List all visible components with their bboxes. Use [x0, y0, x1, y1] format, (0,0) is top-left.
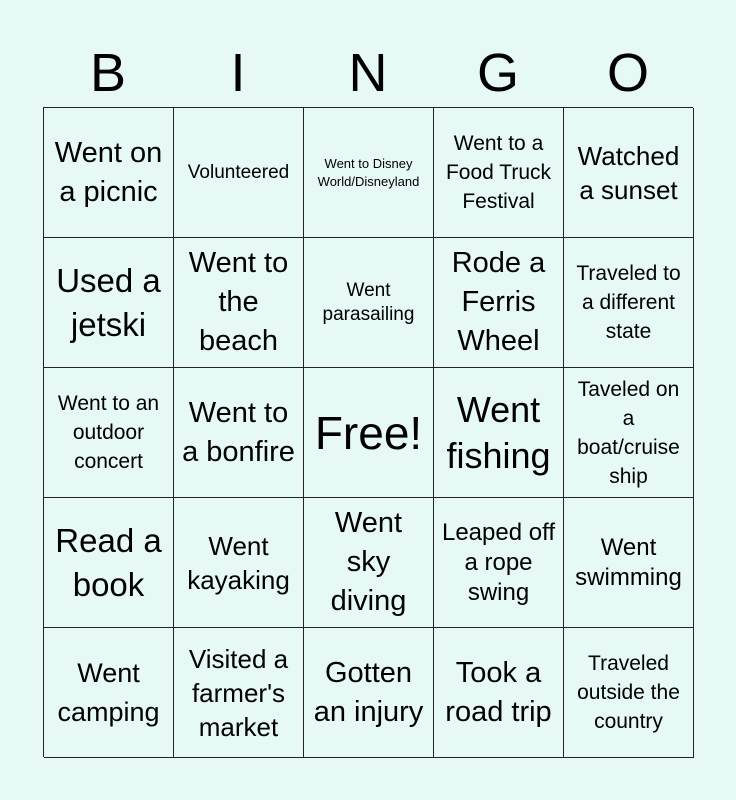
bingo-cell[interactable]	[564, 628, 694, 758]
cell-text: Free!	[314, 406, 423, 459]
bingo-cell[interactable]	[434, 108, 564, 238]
bingo-cell[interactable]	[304, 108, 434, 238]
cell-text: Went parasailing	[322, 279, 415, 325]
bingo-cell[interactable]	[44, 238, 174, 368]
bingo-cell[interactable]	[174, 368, 304, 498]
cell-text: Went on a picnic	[54, 136, 163, 208]
header-letter-n: N	[348, 43, 388, 103]
cell-text: Traveled outside the country	[577, 652, 680, 733]
cell-text: Read a book	[55, 521, 162, 603]
bingo-cell[interactable]	[434, 628, 564, 758]
cell-text: Went sky diving	[330, 507, 407, 617]
bingo-cell[interactable]	[434, 368, 564, 498]
cell-text: Taveled on a boat/cruise ship	[577, 377, 680, 488]
bingo-header	[43, 40, 693, 106]
cell-text: Went swimming	[575, 533, 682, 591]
cell-text: Watched a sunset	[577, 140, 680, 205]
cell-text: Used a jetski	[56, 261, 161, 343]
cell-text: Went fishing	[446, 388, 551, 476]
header-letter-g: G	[476, 43, 519, 103]
cell-text: Went kayaking	[187, 530, 290, 595]
bingo-cell[interactable]	[564, 238, 694, 368]
bingo-cell[interactable]	[174, 498, 304, 628]
cell-text: Gotten an injury	[313, 656, 424, 728]
bingo-cell[interactable]	[44, 368, 174, 498]
bingo-cell[interactable]	[564, 108, 694, 238]
header-letter-b: B	[89, 43, 127, 103]
cell-text: Went to a Food Truck Festival	[445, 132, 552, 213]
bingo-cell[interactable]	[434, 498, 564, 628]
bingo-cell[interactable]	[44, 628, 174, 758]
bingo-cell[interactable]	[44, 498, 174, 628]
cell-text: Went to a bonfire	[182, 396, 295, 468]
bingo-cell[interactable]	[174, 628, 304, 758]
cell-text: Went to an outdoor concert	[57, 392, 160, 473]
cell-text: Took a road trip	[445, 656, 552, 728]
cell-text: Went to Disney World/Disneyland	[317, 155, 420, 189]
bingo-cell[interactable]	[44, 108, 174, 238]
bingo-cell[interactable]	[174, 108, 304, 238]
cell-text: Went to the beach	[188, 247, 289, 357]
cell-text: Volunteered	[187, 161, 290, 183]
bingo-cell[interactable]	[304, 628, 434, 758]
cell-text: Visited a farmer's market	[188, 643, 289, 742]
bingo-cell[interactable]	[564, 368, 694, 498]
bingo-cell[interactable]	[564, 498, 694, 628]
bingo-cell[interactable]	[304, 238, 434, 368]
bingo-cell[interactable]	[174, 238, 304, 368]
bingo-cell[interactable]	[304, 498, 434, 628]
cell-text: Traveled to a different state	[576, 262, 681, 343]
free-space[interactable]	[304, 368, 434, 498]
bingo-cell[interactable]	[434, 238, 564, 368]
cell-text: Went camping	[57, 657, 160, 727]
header-letter-o: O	[606, 43, 649, 103]
cell-text: Rode a Ferris Wheel	[451, 247, 546, 357]
cell-text: Leaped off a rope swing	[441, 518, 555, 606]
bingo-board	[43, 107, 693, 757]
header-letter-i: I	[230, 43, 246, 103]
